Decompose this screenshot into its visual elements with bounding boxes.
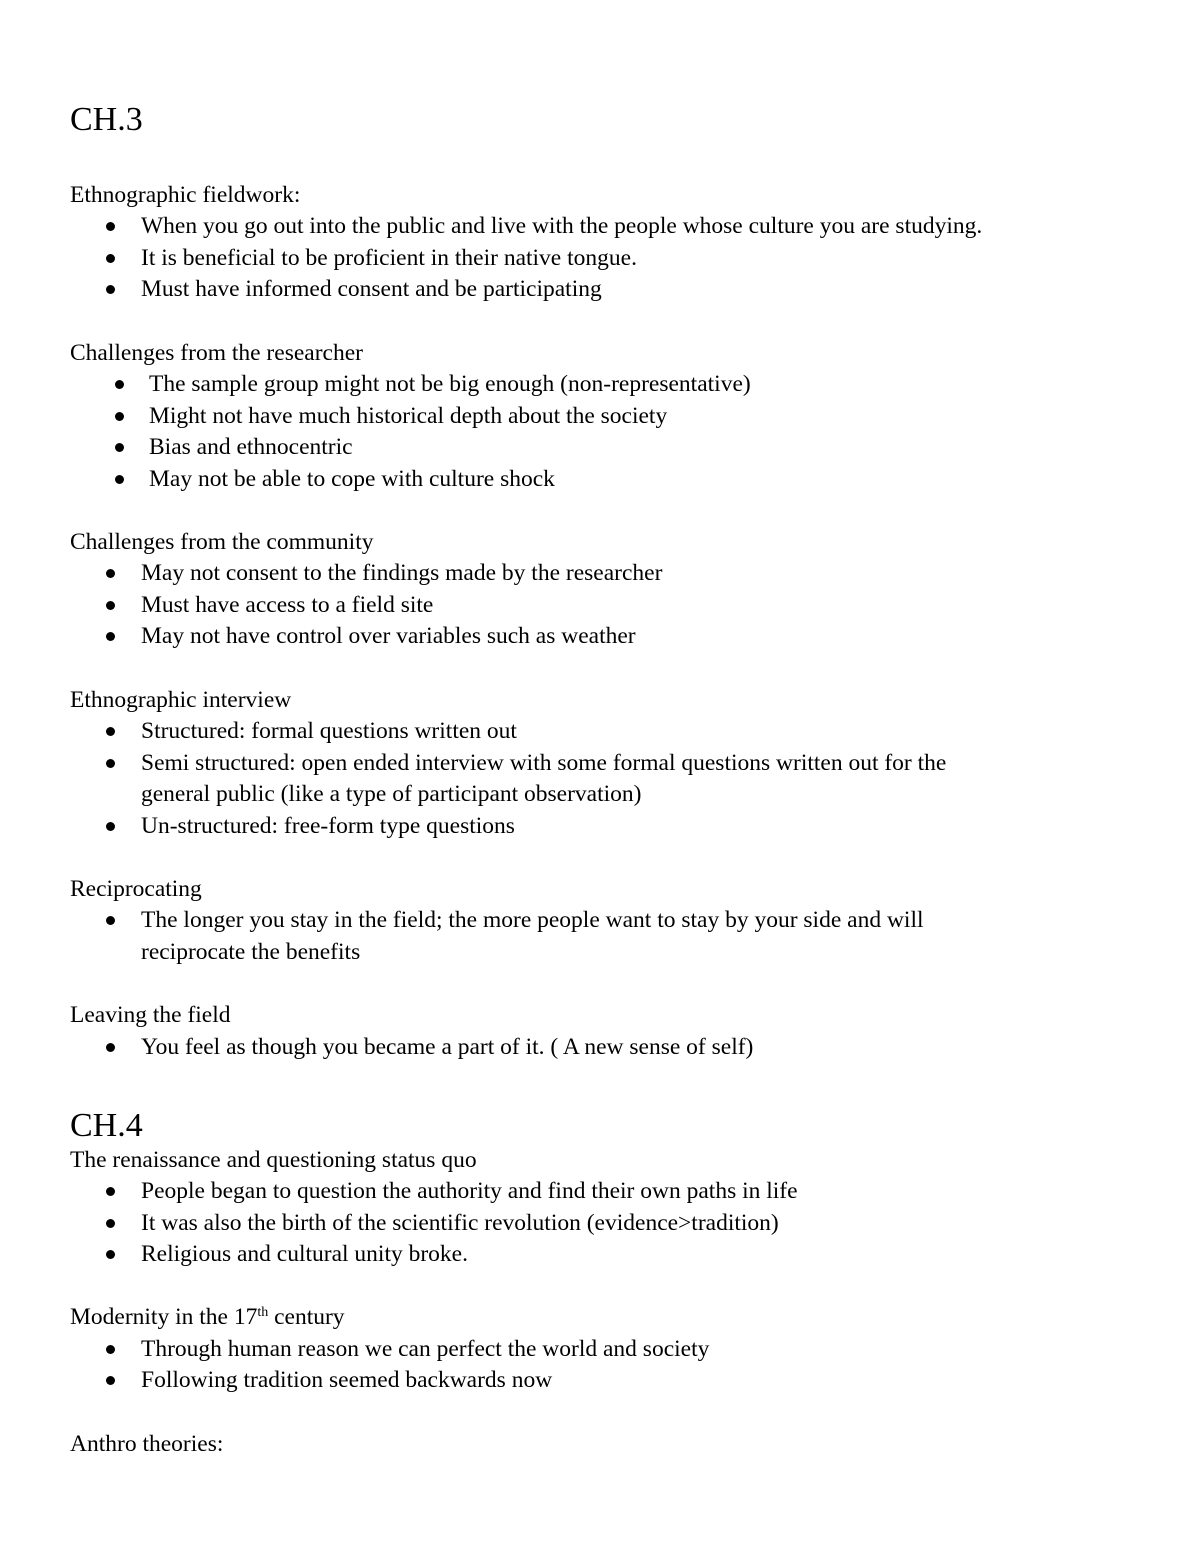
bullet-icon	[115, 380, 124, 389]
list-item: It is beneficial to be proficient in their native tongue.	[141, 245, 637, 271]
section-heading-renaissance: The renaissance and questioning status quo	[70, 1147, 477, 1173]
bullet-icon	[106, 1250, 115, 1259]
list-item: The sample group might not be big enough (non-representative)	[149, 371, 751, 397]
list-item: Bias and ethnocentric	[149, 434, 353, 460]
heading-text: century	[268, 1304, 345, 1330]
ordinal-superscript: th	[257, 1305, 269, 1320]
list-item: The longer you stay in the field; the more people want to stay by your side and will	[141, 907, 924, 933]
bullet-icon	[106, 822, 115, 831]
section-heading-researcher: Challenges from the researcher	[70, 340, 363, 366]
bullet-icon	[106, 601, 115, 610]
bullet-icon	[106, 254, 115, 263]
list-item: May not consent to the findings made by the researcher	[141, 560, 663, 586]
chapter-title-ch3: CH.3	[70, 101, 143, 138]
bullet-icon	[106, 1219, 115, 1228]
list-item: Religious and cultural unity broke.	[141, 1241, 468, 1267]
list-item: Structured: formal questions written out	[141, 718, 517, 744]
section-heading-leaving: Leaving the field	[70, 1002, 231, 1028]
list-item: Semi structured: open ended interview with some formal questions written out for the	[141, 750, 947, 776]
bullet-icon	[106, 1187, 115, 1196]
section-heading-interview: Ethnographic interview	[70, 687, 292, 713]
bullet-icon	[106, 1345, 115, 1354]
list-item: May not be able to cope with culture shock	[149, 466, 555, 492]
bullet-icon	[106, 759, 115, 768]
bullet-icon	[106, 569, 115, 578]
list-item: Through human reason we can perfect the world and society	[141, 1336, 710, 1362]
list-item: People began to question the authority and find their own paths in life	[141, 1178, 798, 1204]
list-item: When you go out into the public and live with the people whose culture you are studying.	[141, 213, 983, 239]
bullet-icon	[115, 412, 124, 421]
section-heading-anthro: Anthro theories:	[70, 1431, 224, 1457]
bullet-icon	[106, 727, 115, 736]
bullet-icon	[115, 475, 124, 484]
bullet-icon	[106, 916, 115, 925]
chapter-title-ch4: CH.4	[70, 1107, 143, 1144]
bullet-icon	[106, 222, 115, 231]
bullet-icon	[106, 1376, 115, 1385]
bullet-icon	[106, 632, 115, 641]
list-item: May not have control over variables such as weather	[141, 623, 636, 649]
list-item: Un-structured: free-form type questions	[141, 813, 515, 839]
heading-text: Modernity in the 17	[70, 1304, 258, 1330]
bullet-icon	[115, 443, 124, 452]
list-item: Might not have much historical depth about the society	[149, 403, 668, 429]
list-item: Must have informed consent and be participating	[141, 276, 602, 302]
bullet-icon	[106, 1043, 115, 1052]
section-heading-fieldwork: Ethnographic fieldwork:	[70, 182, 301, 208]
section-heading-modernity	[70, 1302, 345, 1332]
section-heading-reciprocating: Reciprocating	[70, 876, 202, 902]
list-item: It was also the birth of the scientific revolution (evidence>tradition)	[141, 1210, 779, 1236]
list-item-continuation: general public (like a type of participant observation)	[141, 781, 642, 807]
list-item: Following tradition seemed backwards now	[141, 1367, 553, 1393]
section-heading-community: Challenges from the community	[70, 529, 374, 555]
list-item: You feel as though you became a part of it. ( A new sense of self)	[141, 1034, 754, 1060]
list-item-continuation: reciprocate the benefits	[141, 939, 361, 965]
list-item: Must have access to a field site	[141, 592, 434, 618]
bullet-icon	[106, 285, 115, 294]
